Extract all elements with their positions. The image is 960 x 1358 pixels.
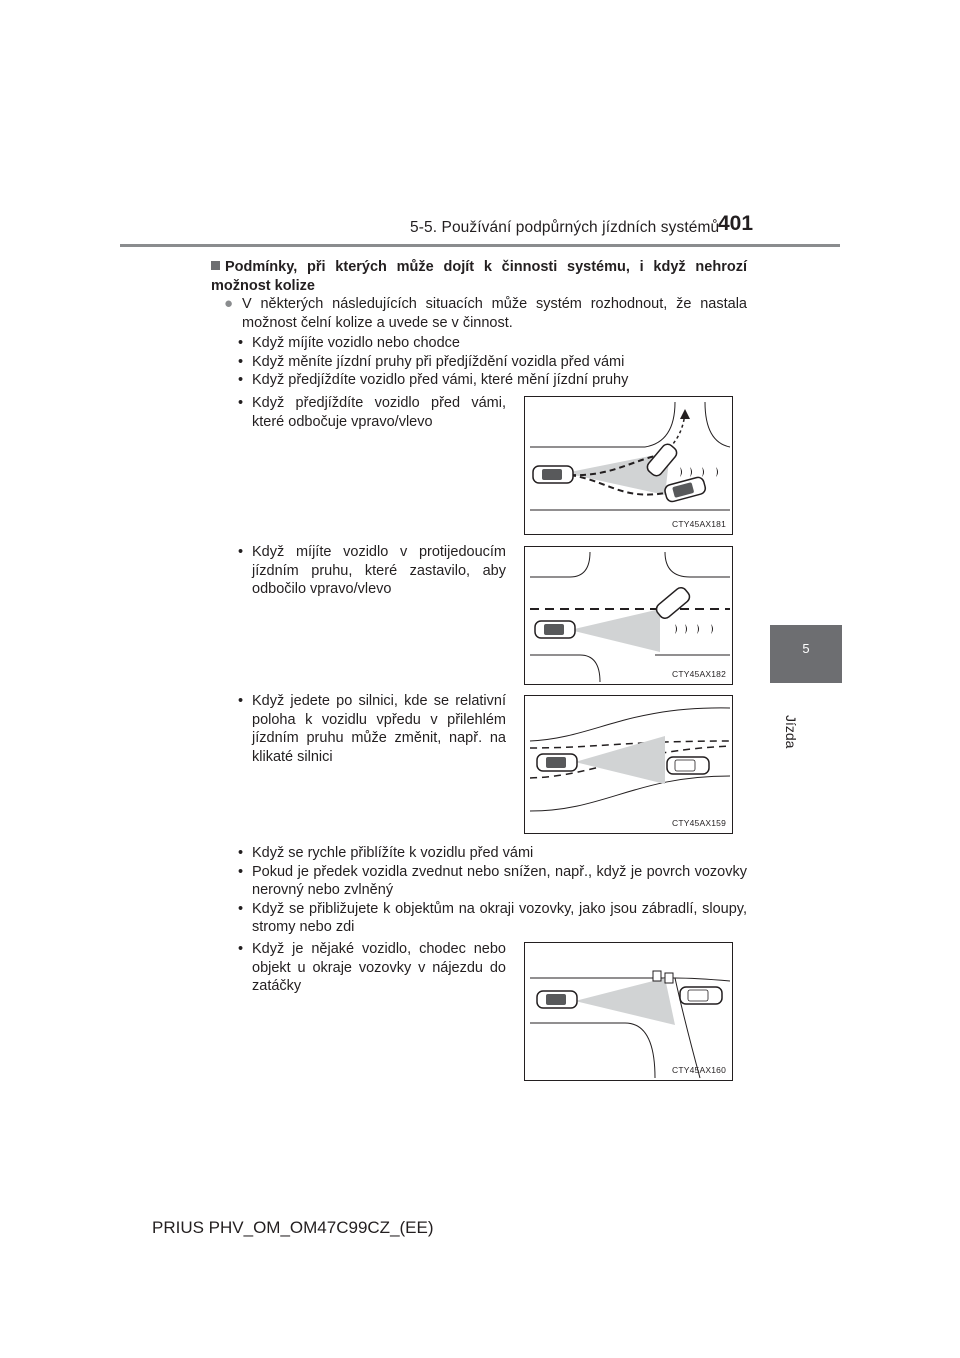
list-item: • Když měníte jízdní pruhy při předjíždění vozidla před vámi [238,353,625,370]
header-rule [120,244,840,247]
figure-code: CTY45AX182 [672,669,726,679]
list-item: • Když míjíte vozidlo v protijedoucím jízdním pruhu, které zastavilo, aby odbočilo vpravo/vlevo [238,544,506,597]
list-item: • Když se rychle přiblížíte k vozidlu před vámi [238,845,534,861]
figure-code: CTY45AX181 [672,519,726,529]
list-item: • Když se přibližujete k objektům na okraji vozovky, jako jsou zábradlí, sloupy, stromy nebo zdi [238,900,747,935]
section-heading: Podmínky, při kterých může dojít k činnosti systému, i když nehrozí možnost kolize [211,259,747,294]
footer-code: PRIUS PHV_OM_OM47C99CZ_(EE) [152,1218,434,1237]
figure-overtake-turning [524,396,733,535]
bullet-list-top [238,334,748,390]
page-number: 401 [718,212,754,235]
circle-bullet-icon: ● [224,295,234,312]
list-item: • Pokud je předek vozidla zvednut nebo snížen, např., když je povrch vozovky nerovný nebo zvlněný [238,863,747,898]
chapter-tab: 5 [770,625,842,683]
figure-oncoming-turning [524,546,733,685]
figure-curve-entry [524,942,733,1081]
square-bullet-icon [211,261,220,270]
list-item: • Když je nějaké vozidlo, chodec nebo objekt u okraje vozovky v nájezdu do zatáčky [238,941,506,994]
intro-paragraph: ● V některých následujících situacích může systém rozhodnout, že nastala možnost čelní kolize a uvede se v činnost. [224,295,747,331]
list-item: • Když předjíždíte vozidlo před vámi, které odbočuje vpravo/vlevo [238,395,506,430]
list-item: • Když míjíte vozidlo nebo chodce [238,335,460,351]
figure-winding-road [524,695,733,834]
list-item: • Když jedete po silnici, kde se relativní poloha k vozidlu vpředu v přilehlém jízdním pruhu může změnit, např. na klikaté silnici [238,693,506,765]
chapter-label: Jízda [783,715,799,749]
figure-code: CTY45AX159 [672,818,726,828]
figure-code: CTY45AX160 [672,1065,726,1075]
bullet-list-mid [238,844,747,937]
list-item: • Když předjíždíte vozidlo před vámi, které mění jízdní pruhy [238,372,629,388]
section-title: 5-5. Používání podpůrných jízdních systémů [410,219,720,236]
